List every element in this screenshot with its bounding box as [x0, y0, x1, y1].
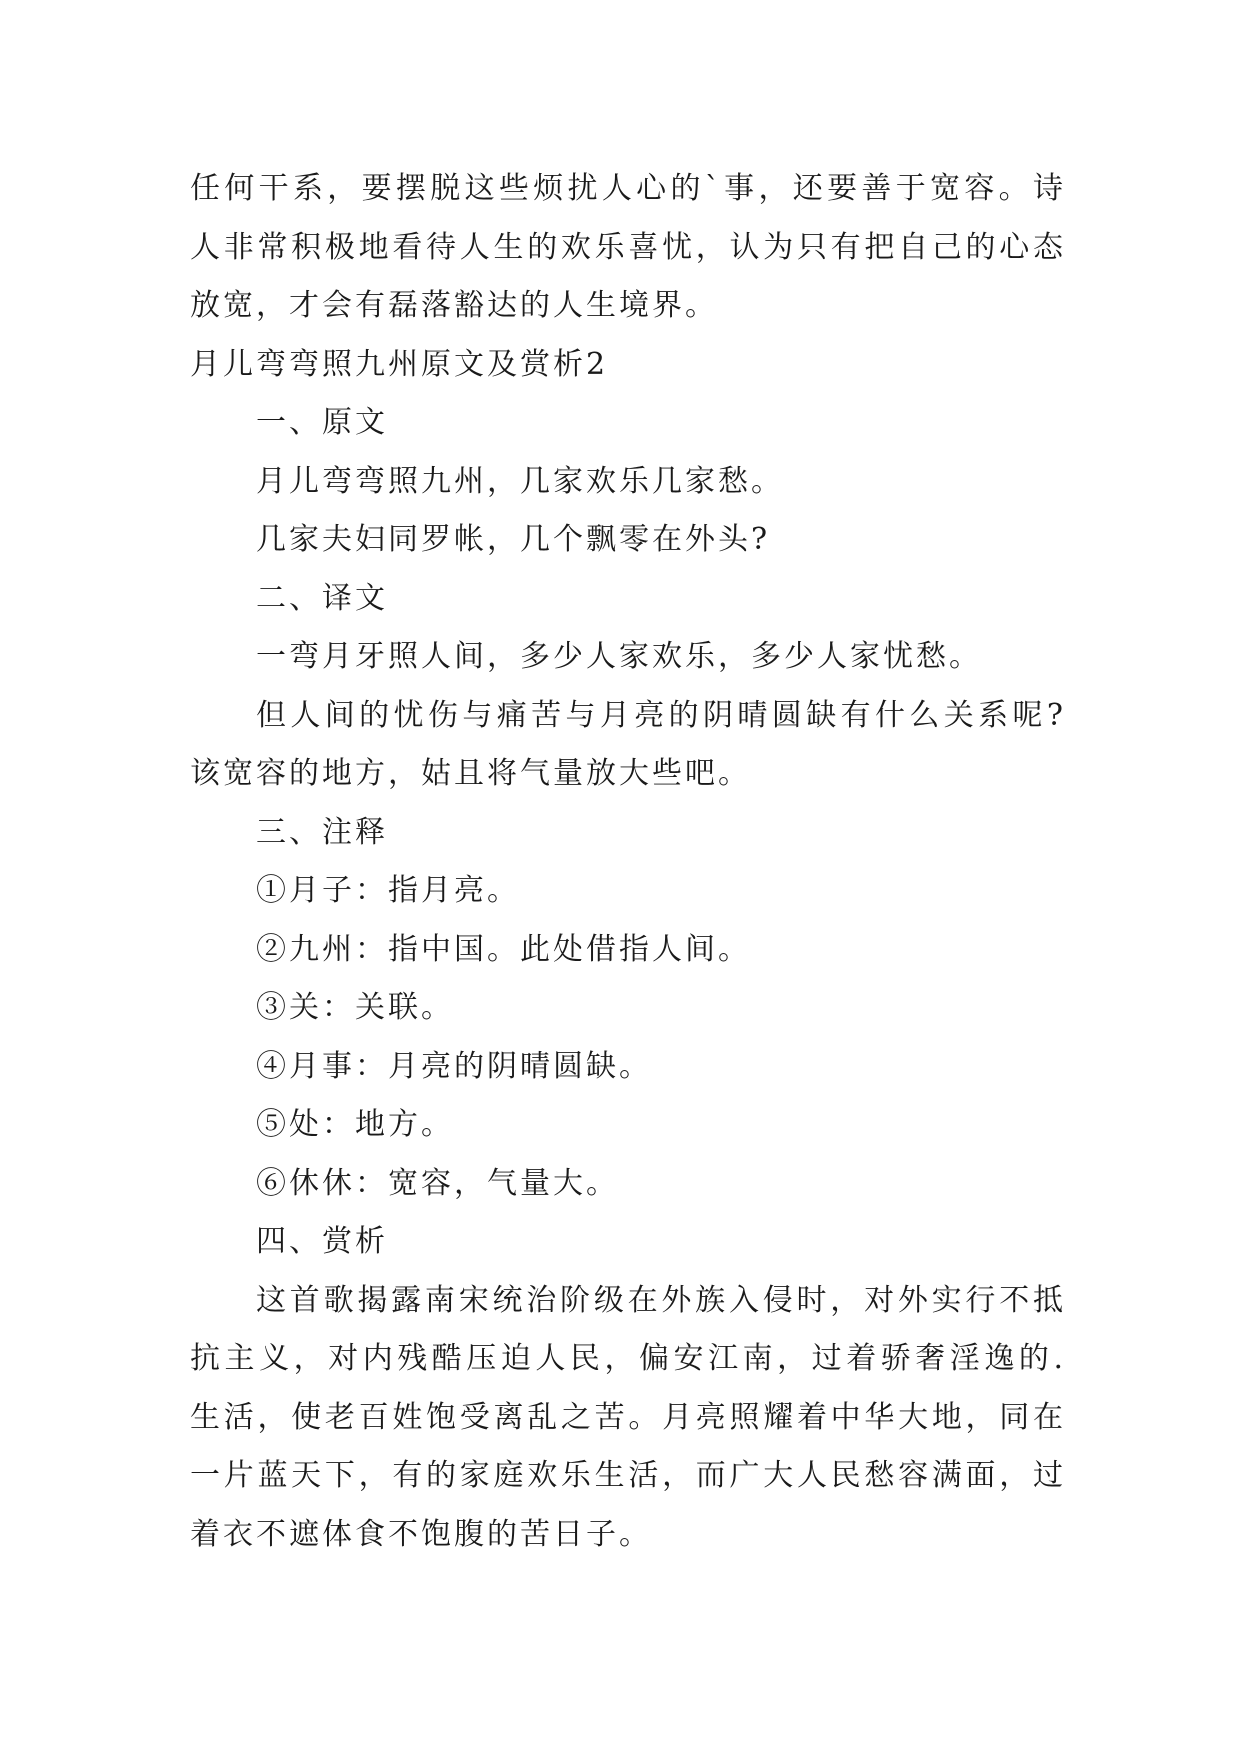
text-line: 着衣不遮体食不饱腹的苦日子。: [190, 1516, 652, 1552]
text-line: 任何干系，要摆脱这些烦扰人心的`事，还要善于宽容。诗: [190, 171, 1066, 206]
text-line: 该宽容的地方，姑且将气量放大些吧。: [190, 756, 751, 791]
text-line: 生活，使老百姓饱受离乱之苦。月亮照耀着中华大地，同在: [190, 1399, 1066, 1435]
text-line: ③关：关联。: [256, 990, 454, 1025]
text-line: ②九州：指中国。此处借指人间。: [256, 931, 751, 967]
text-line: 月儿弯弯照九州，几家欢乐几家愁。: [256, 463, 784, 499]
text-line: 四、赏析: [256, 1224, 388, 1259]
text-line: 一片蓝天下，有的家庭欢乐生活，而广大人民愁容满面，过: [190, 1458, 1066, 1493]
text-line: 三、注释: [256, 814, 388, 850]
text-line: 抗主义，对内残酷压迫人民，偏安江南，过着骄奢淫逸的.: [190, 1341, 1066, 1376]
text-line: 这首歌揭露南宋统治阶级在外族入侵时，对外实行不抵: [256, 1282, 1066, 1318]
document-body: [190, 160, 1070, 1564]
text-line: 但人间的忧伤与痛苦与月亮的阴晴圆缺有什么关系呢?: [256, 697, 1066, 733]
text-line: 一弯月牙照人间，多少人家欢乐，多少人家忧愁。: [256, 639, 982, 674]
text-line: 月儿弯弯照九州原文及赏析2: [190, 346, 609, 382]
text-line: ④月事：月亮的阴晴圆缺。: [256, 1048, 652, 1084]
text-line: ⑥休休：宽容，气量大。: [256, 1165, 619, 1201]
text-line: 一、原文: [256, 405, 388, 440]
text-line: 二、译文: [256, 580, 388, 616]
text-line: ①月子：指月亮。: [256, 873, 520, 908]
text-line: 人非常积极地看待人生的欢乐喜忧，认为只有把自己的心态: [190, 229, 1066, 265]
text-line: 放宽，才会有磊落豁达的人生境界。: [190, 288, 718, 323]
text-line: 几家夫妇同罗帐，几个飘零在外头?: [256, 522, 771, 557]
text-line: ⑤处：地方。: [256, 1107, 454, 1142]
